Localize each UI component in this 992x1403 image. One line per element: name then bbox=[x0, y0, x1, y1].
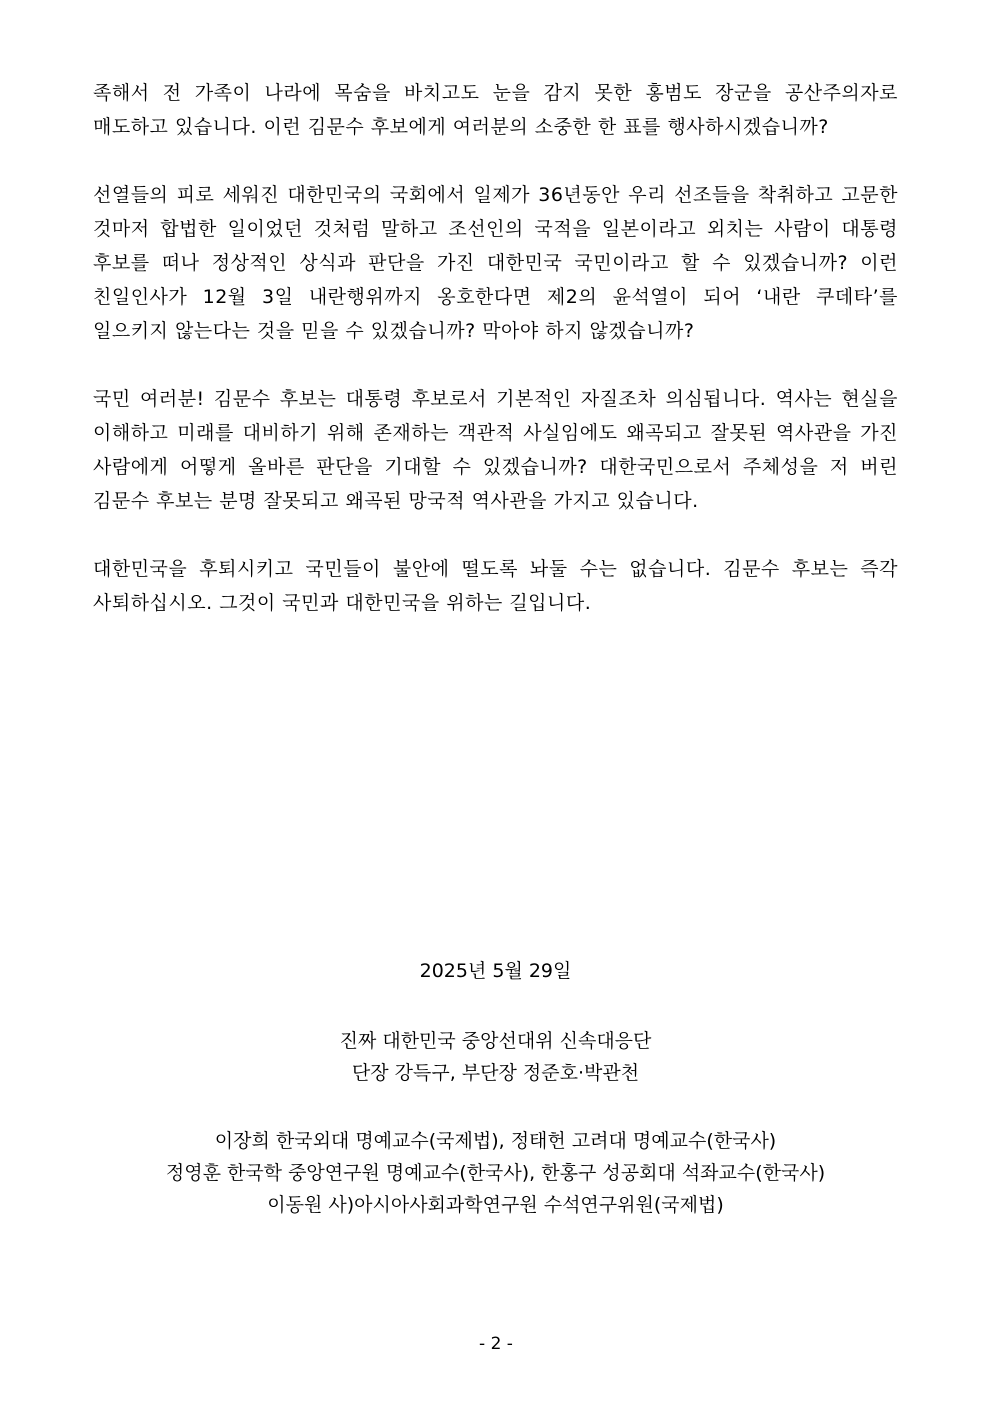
paragraph-3: 국민 여러분! 김문수 후보는 대통령 후보로서 기본적인 자질조차 의심됩니다. 역사는 현실을 이해하고 미래를 대비하기 위해 존재하는 객관적 사실임에도 왜곡되고 잘못된 역사관을 가진 사람에게 어떻게 올바른 판단을 기대할 수 있겠습니까? 대한국민으로서 주체성을 저 버린 김문수 후보는 분명 잘못되고 왜곡된 망국적 역사관을 가지고 있습니다. bbox=[93, 388, 898, 512]
signer-line: 이동원 사)아시아사회과학연구원 수석연구위원(국제법) bbox=[267, 1194, 724, 1216]
organization-leaders: 단장 강득구, 부단장 정준호·박관천 bbox=[351, 1062, 640, 1084]
paragraph-1: 족해서 전 가족이 나라에 목숨을 바치고도 눈을 감지 못한 홍범도 장군을 공산주의자로 매도하고 있습니다. 이런 김문수 후보에게 여러분의 소중한 한 표를 행사하시겠습니까? bbox=[93, 82, 898, 138]
page-number: - 2 - bbox=[479, 1334, 513, 1354]
organization-name: 진짜 대한민국 중앙선대위 신속대응단 bbox=[339, 1030, 652, 1052]
paragraph-4: 대한민국을 후퇴시키고 국민들이 불안에 떨도록 놔둘 수는 없습니다. 김문수 후보는 즉각 사퇴하십시오. 그것이 국민과 대한민국을 위하는 길입니다. bbox=[93, 558, 898, 614]
paragraph-2: 선열들의 피로 세워진 대한민국의 국회에서 일제가 36년동안 우리 선조들을 착취하고 고문한 것마저 합법한 일이었던 것처럼 말하고 조선인의 국적을 일본이라고 외치는 사람이 대통령 후보를 떠나 정상적인 상식과 판단을 가진 대한민국 국민이라고 할 수 있겠습니까? 이런 친일인사가 12월 3일 내란행위까지 옹호한다면 제2의 윤석열이 되어 ‘내란 쿠데타’를 일으키지 않는다는 것을 믿을 수 있겠습니까? 막아야 하지 않겠습니까? bbox=[93, 184, 898, 342]
closing-block bbox=[93, 955, 898, 1221]
statement-body bbox=[93, 76, 898, 654]
statement-date: 2025년 5월 29일 bbox=[419, 960, 572, 982]
signers-list bbox=[93, 1125, 898, 1221]
signer-line: 이장희 한국외대 명예교수(국제법), 정태헌 고려대 명예교수(한국사) bbox=[214, 1130, 777, 1152]
signer-line: 정영훈 한국학 중앙연구원 명예교수(한국사), 한홍구 성공회대 석좌교수(한국사) bbox=[165, 1162, 826, 1184]
